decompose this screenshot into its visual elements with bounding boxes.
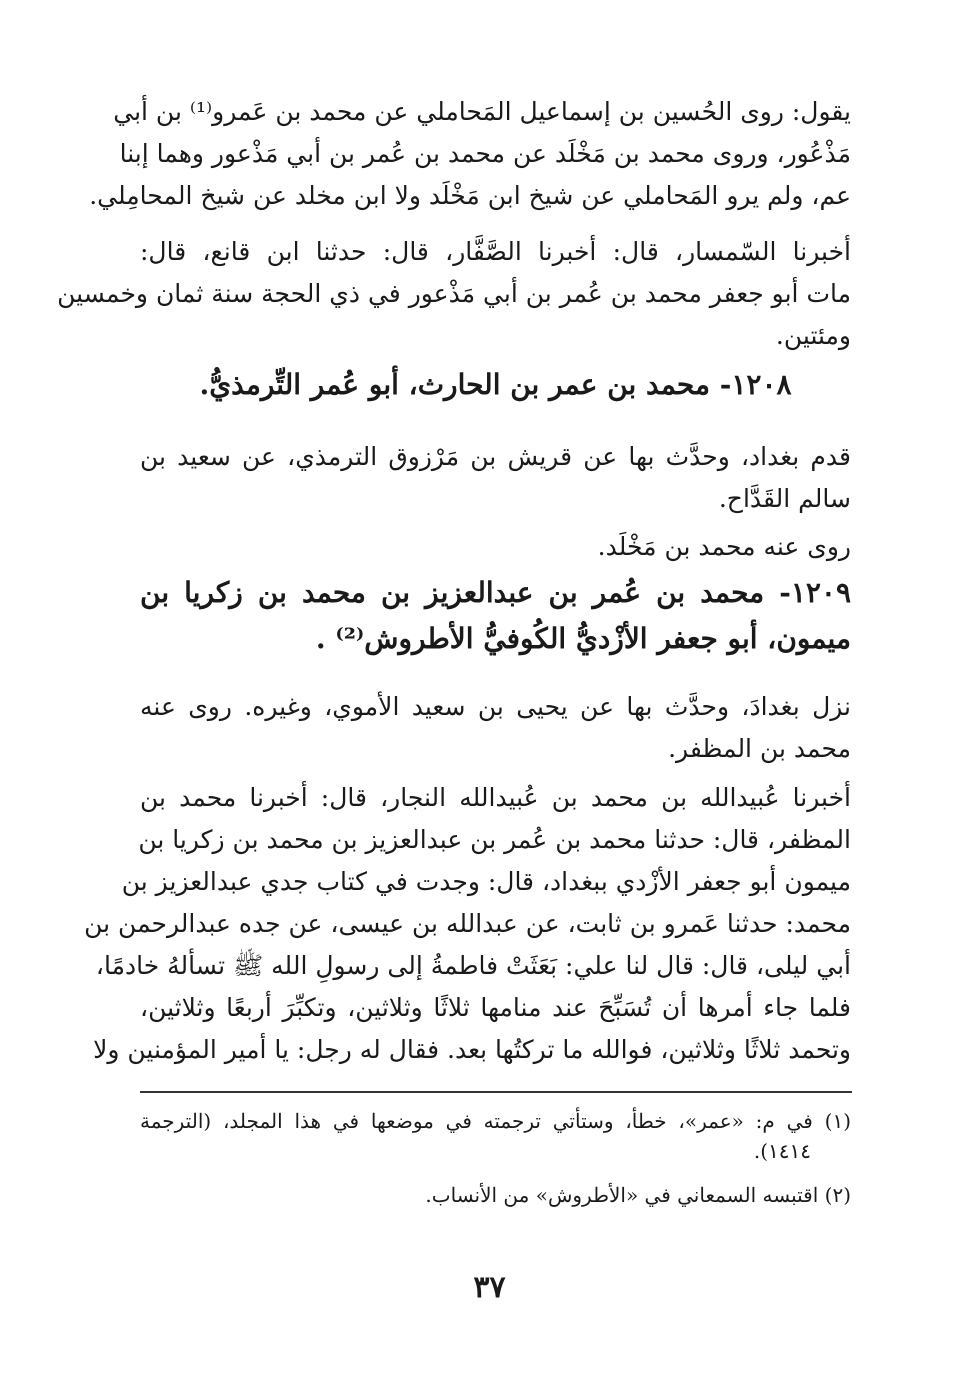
text-line: ومئتين. — [775, 321, 851, 350]
text-line: عم، ولم يرو المَحاملي عن شيخ ابن مَخْلَد ولا ابن مخلد عن شيخ المحامِلي. — [89, 181, 851, 210]
text-line: أخبرنا السّمسار، قال: أخبرنا الصَّفَّار، قال: حدثنا ابن قانع، قال: — [140, 237, 851, 266]
text-line: سالم القَدَّاح. — [718, 484, 851, 513]
footnote-1: (١) في م: «عمر»، خطأ، وستأتي ترجمته في موضعها في هذا المجلد، (الترجمة — [140, 1109, 851, 1133]
paragraph-1 — [89, 97, 851, 211]
footnote-1-cont: ١٤١٤). — [753, 1139, 811, 1163]
paragraph-3 — [140, 442, 851, 514]
text-line: فلما جاء أمرها أن تُسَبِّحَ عند منامها ثلاثًا وثلاثين، وتكبِّرَ أربعًا وثلاثين، — [140, 993, 851, 1022]
page-number: ٣٧ — [473, 1270, 506, 1305]
entry-title: ١٢٠٨- محمد بن عمر بن الحارث، أبو عُمر التِّرمذيُّ. — [199, 368, 792, 401]
entry-title: ميمون، أبو جعفر الأزْديُّ الكُوفيُّ الأطروش⁽²⁾ . — [315, 622, 851, 655]
text-line: المظفر، قال: حدثنا محمد بن عُمر بن عبدالعزيز بن محمد بن زكريا بن — [138, 825, 851, 854]
text-line: يقول: روى الحُسين بن إسماعيل المَحاملي عن محمد بن عَمرو⁽¹⁾ بن أبي — [113, 97, 851, 126]
entry-heading-1209 — [140, 576, 851, 656]
paragraph-6 — [84, 783, 851, 1065]
text-line: مَذْعُور، وروى محمد بن مَخْلَد عن محمد بن عُمر بن أبي مَذْعور وهما إبنا — [119, 139, 851, 168]
text-line: وتحمد ثلاثًا وثلاثين، فوالله ما تركتُها بعد. فقال له رجل: يا أمير المؤمنين ولا — [93, 1035, 851, 1064]
entry-heading-1208 — [140, 368, 851, 402]
text-line: محمد: حدثنا عَمرو بن ثابت، عن عبدالله بن عيسى، عن جده عبدالرحمن بن — [84, 909, 851, 938]
text-line: مات أبو جعفر محمد بن عُمر بن أبي مَذْعور في ذي الحجة سنة ثمان وخمسين — [57, 279, 851, 308]
paragraph-4 — [140, 532, 851, 562]
text-line: روى عنه محمد بن مَخْلَد. — [597, 532, 851, 561]
footnotes — [140, 1106, 851, 1210]
footnote-separator — [140, 1091, 852, 1093]
text-line: قدم بغداد، وحدَّث بها عن قريش بن مَرْزوق الترمذي، عن سعيد بن — [140, 442, 851, 471]
text-line: نزل بغدادَ، وحدَّث بها عن يحيى بن سعيد الأموي، وغيره. روى عنه — [140, 692, 851, 721]
paragraph-5 — [140, 692, 851, 764]
text-line: أبي ليلى، قال: قال لنا علي: بَعَثَتْ فاطمةُ إلى رسولِ الله ﷺ تسألهُ خادمًا، — [95, 951, 851, 980]
text-line: ميمون أبو جعفر الأزْدي ببغداد، قال: وجدت في كتاب جدي عبدالعزيز بن — [121, 867, 851, 896]
text-line: أخبرنا عُبيدالله بن محمد بن عُبيدالله النجار، قال: أخبرنا محمد بن — [140, 783, 851, 812]
entry-title: ١٢٠٩- محمد بن عُمر بن عبدالعزيز بن محمد بن زكريا بن — [140, 576, 851, 609]
text-line: محمد بن المظفر. — [668, 734, 851, 763]
paragraph-2 — [57, 237, 851, 351]
footnote-2: (٢) اقتبسه السمعاني في «الأطروش» من الأنساب. — [425, 1183, 851, 1207]
